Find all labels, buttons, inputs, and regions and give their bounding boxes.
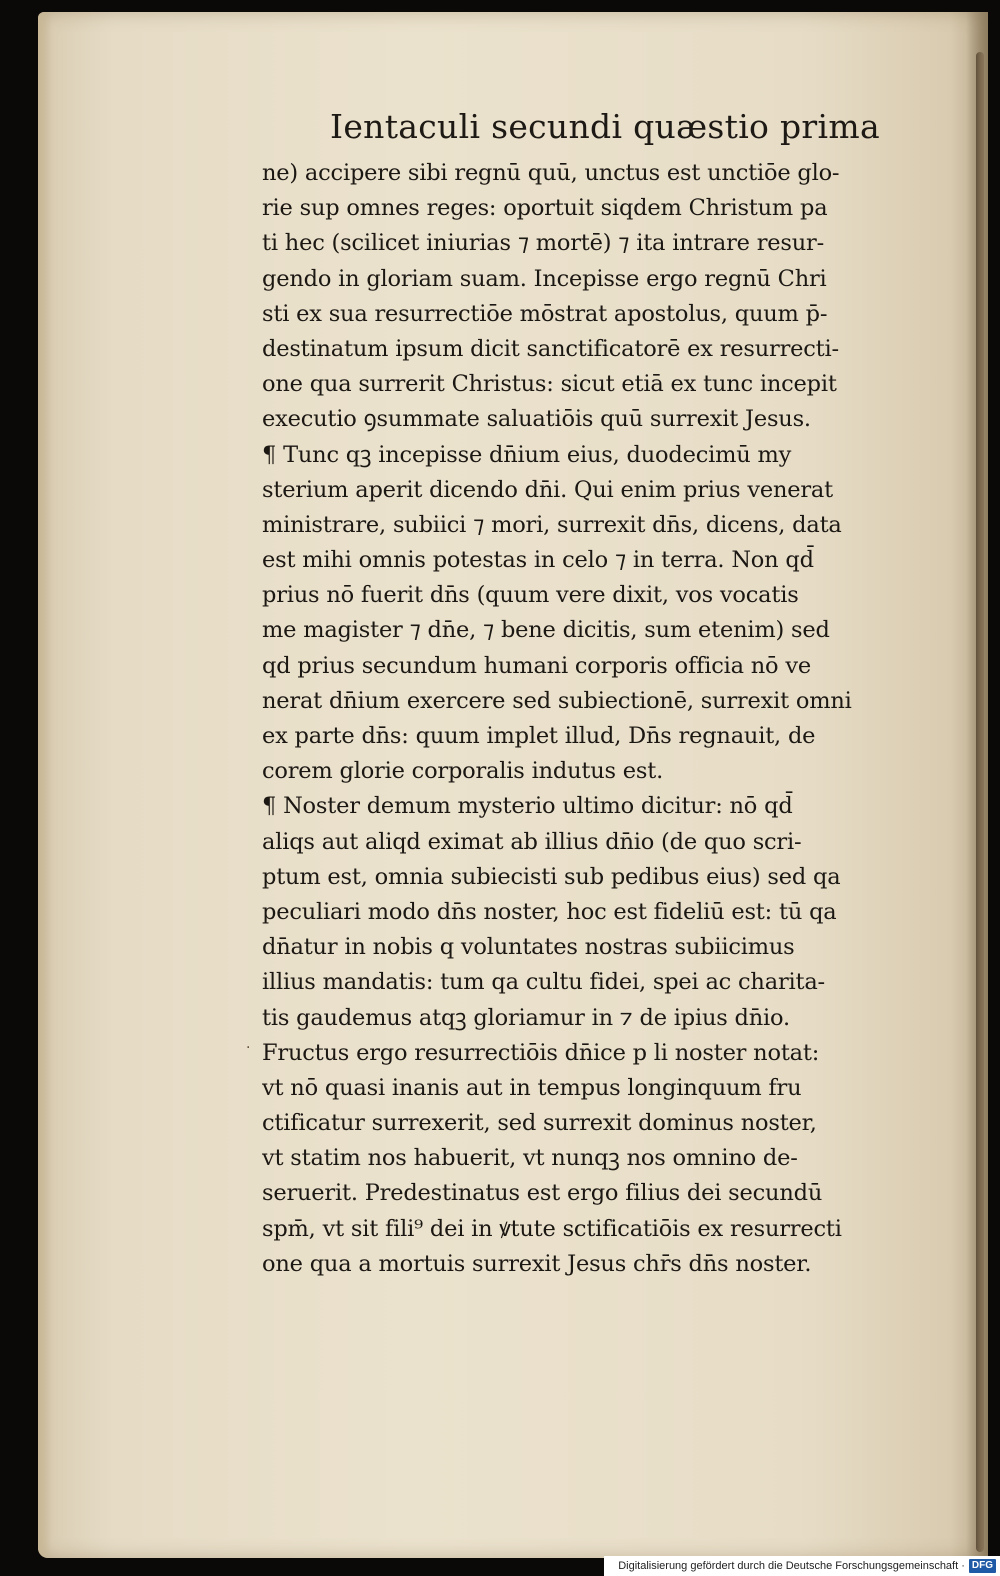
text-line: gendo in gloriam suam. Incepisse ergo regnū Chri: [262, 265, 827, 292]
text-line: seruerit. Predestinatus est ergo filius dei secundū: [262, 1180, 823, 1207]
text-line: ti hec (scilicet iniurias ⁊ mortē) ⁊ ita intrare resur-: [262, 230, 825, 257]
dfg-logo: DFG: [969, 1559, 996, 1573]
text-line: executio ꝯsummate saluatiōis quū surrexit Jesus.: [262, 406, 811, 433]
text-line: ex parte dn̄s: quum implet illud, Dn̄s regnauit, de: [262, 723, 816, 749]
margin-dot: ·: [246, 1040, 251, 1056]
text-line: ¶ Tunc qꝫ incepisse dn̄ium eius, duodecimū my: [262, 441, 792, 468]
text-line: ¶ Noster demum mysterio ultimo dicitur: nō qd̄: [262, 793, 793, 820]
text-body: [262, 156, 962, 1282]
page-edge: [976, 52, 984, 1552]
text-line: rie sup omnes reges: oportuit siqdem Christum pa: [262, 195, 828, 222]
text-line: nerat dn̄ium exercere sed subiectionē, surrexit omni: [262, 687, 852, 714]
text-line: sterium aperit dicendo dn̄i. Qui enim prius venerat: [262, 476, 833, 503]
text-line: one qua surrerit Christus: sicut etiā ex tunc incepit: [262, 371, 837, 398]
text-line: me magister ⁊ dn̄e, ⁊ bene dicitis, sum etenim) sed: [262, 617, 830, 644]
text-line: est mihi omnis potestas in celo ⁊ in terra. Non qd̄: [262, 547, 814, 574]
text-line: illius mandatis: tum qa cultu fidei, spei ac charita-: [262, 969, 825, 996]
text-line: aliqs aut aliqd eximat ab illius dn̄io (de quo scri-: [262, 828, 802, 855]
footer-bar: [604, 1556, 1000, 1576]
text-line: one qua a mortuis surrexit Jesus chr̄s dn̄s noster.: [262, 1250, 812, 1277]
text-line: dn̄atur in nobis q voluntates nostras subiicimus: [262, 934, 795, 961]
text-line: destinatum ipsum dicit sanctificatorē ex resurrecti-: [262, 335, 839, 362]
text-line: vt statim nos habuerit, vt nunqꝫ nos omnino de-: [262, 1145, 798, 1172]
text-line: ministrare, subiici ⁊ mori, surrexit dn̄s, dicens, data: [262, 511, 842, 538]
text-line: ctificatur surrexerit, sed surrexit dominus noster,: [262, 1110, 817, 1137]
text-line: ptum est, omnia subiecisti sub pedibus eius) sed qa: [262, 863, 841, 890]
text-line: Fructus ergo resurrectiōis dn̄ice p li noster notat:: [262, 1039, 820, 1066]
text-line: prius nō fuerit dn̄s (quum vere dixit, vos vocatis: [262, 582, 799, 609]
text-line: tis gaudemus atqꝫ gloriamur in ⁊ de ipius dn̄io.: [262, 1004, 790, 1031]
text-line: ne) accipere sibi regnū quū, unctus est unctiōe glo-: [262, 160, 840, 186]
text-line: peculiari modo dn̄s noster, hoc est fideliū est: tū qa: [262, 898, 837, 925]
text-line: vt nō quasi inanis aut in tempus longinquum fru: [262, 1074, 802, 1101]
footer-text: Digitalisierung gefördert durch die Deutsche Forschungsgemeinschaft ·: [618, 1560, 965, 1572]
text-line: sti ex sua resurrectiōe mōstrat apostolus, quum p̄-: [262, 300, 828, 327]
text-line: spm̄, vt sit fili⁹ dei in ꝟtute sctificatiōis ex resurrecti: [262, 1215, 842, 1242]
text-line: qd prius secundum humani corporis officia nō ve: [262, 652, 811, 679]
text-line: corem glorie corporalis indutus est.: [262, 758, 664, 785]
running-head: Ientaculi secundi quæstio prima: [330, 107, 880, 146]
